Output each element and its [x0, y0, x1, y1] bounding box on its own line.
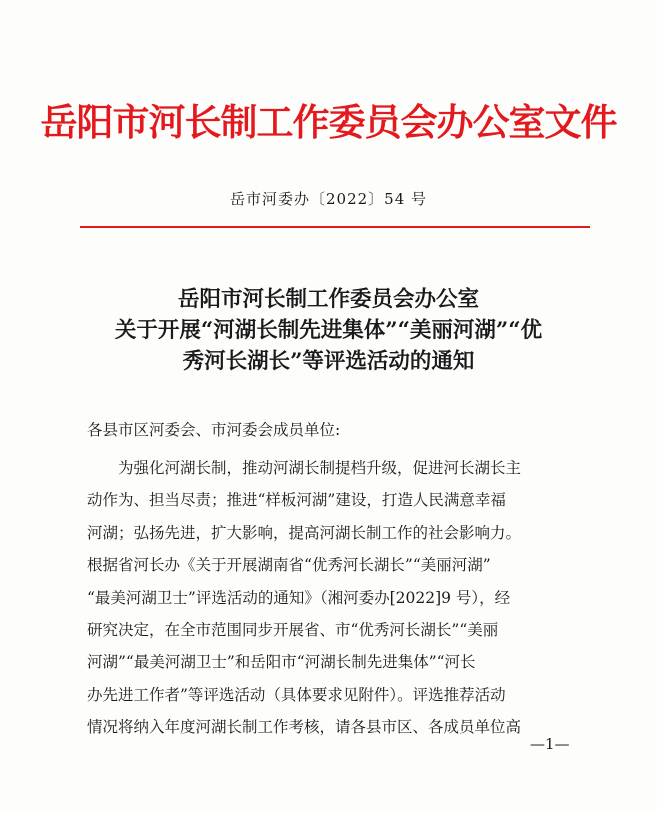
body-line: 河湖；弘扬先进，扩大影响，提高河湖长制工作的社会影响力。	[87, 523, 522, 542]
page-number: —1—	[530, 735, 570, 753]
salutation: 各县市区河委会、市河委会成员单位:	[87, 421, 341, 439]
body-paragraph	[87, 452, 587, 744]
body-line: 河湖”“最美河湖卫士”和岳阳市“河湖长制先进集体”“河长	[87, 653, 476, 672]
notice-title-line: 岳阳市河长制工作委员会办公室	[177, 287, 479, 312]
body-line: 办先进工作者”等评选活动（具体要求见附件）。评选推荐活动	[87, 685, 506, 704]
body-line: “最美河湖卫士”评选活动的通知》（湘河委办[2022]9 号），经	[87, 588, 511, 607]
body-line: 情况将纳入年度河湖长制工作考核，请各县市区、各成员单位高	[87, 718, 522, 737]
notice-title	[60, 284, 597, 377]
notice-title-line: 关于开展“河湖长制先进集体”“美丽河湖”“优	[114, 318, 543, 343]
body-line: 为强化河湖长制，推动河湖长制提档升级，促进河长湖长主	[118, 459, 522, 477]
body-line: 动作为、担当尽责；推进“样板河湖”建设，打造人民满意幸福	[87, 491, 506, 510]
red-divider-line	[80, 226, 590, 228]
document-header-title: 岳阳市河长制工作委员会办公室文件	[40, 101, 617, 144]
body-line: 研究决定，在全市范围同步开展省、市“优秀河长湖长”“美丽	[87, 621, 499, 640]
document-number: 岳市河委办〔2022〕54 号	[229, 190, 428, 208]
notice-title-line: 秀河长湖长”等评选活动的通知	[182, 349, 475, 374]
body-line: 根据省河长办《关于开展湖南省“优秀河长湖长”“美丽河湖”	[87, 556, 491, 575]
